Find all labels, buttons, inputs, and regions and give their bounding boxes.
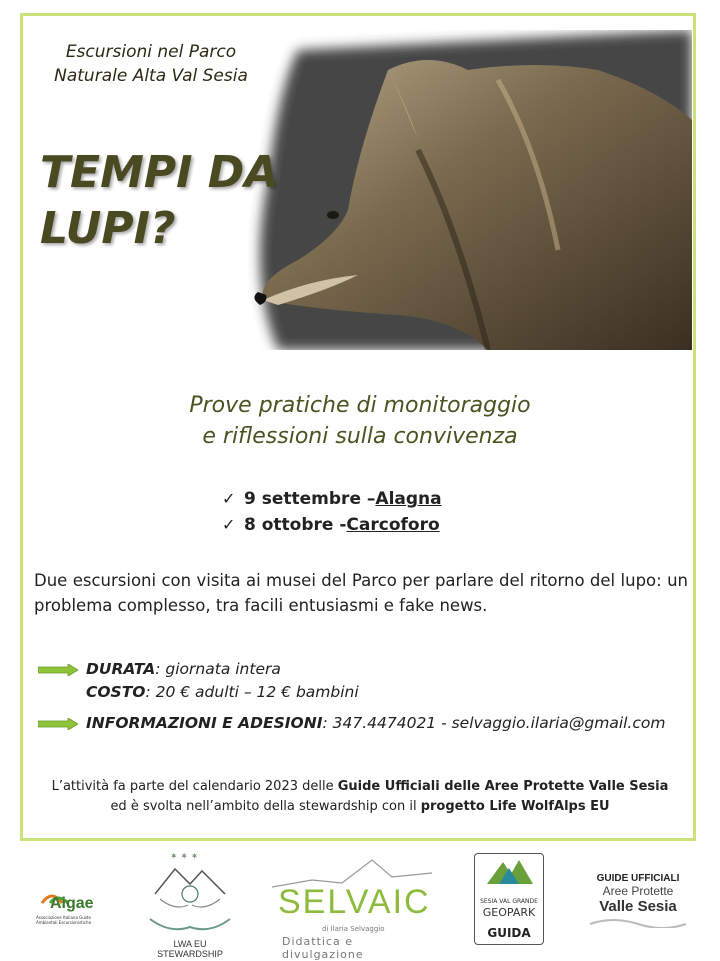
date-text: 8 ottobre -: [244, 515, 347, 535]
footer-line-1-text: L’attività fa parte del calendario 2023 delle: [51, 779, 338, 794]
wolf-photo: [238, 30, 692, 350]
footer-note: [30, 777, 690, 817]
checkmark-icon: ✓: [222, 489, 236, 508]
subtitle-line-1: Escursioni nel Parco: [65, 42, 237, 62]
contact-label: INFORMAZIONI E ADESIONI: [86, 714, 323, 732]
dates-list: [222, 486, 442, 538]
poster-headline: [40, 145, 278, 257]
date-item: [222, 486, 442, 512]
selvaic-byline: di Ilaria Selvaggio: [322, 925, 385, 933]
event-info: [38, 658, 665, 735]
footer-line-2-text: ed è svolta nell’ambito della stewardship con il: [110, 799, 421, 814]
footer-line-1: [30, 777, 690, 797]
svg-text:✶ ✶ ✶: ✶ ✶ ✶: [170, 852, 199, 862]
footer-line-1-bold: Guide Ufficiali delle Aree Protette Valle Sesia: [337, 779, 669, 794]
guide-line-3: Valle Sesia: [599, 898, 677, 915]
costo-label: COSTO: [86, 683, 146, 701]
aigae-subtitle: Associazione Italiana Guide Ambientali Escursionistiche: [36, 915, 92, 925]
geopark-guida: GUIDA: [487, 926, 531, 940]
event-tagline: [150, 390, 570, 452]
aigae-name: Aigae: [50, 895, 94, 912]
durata-value: : giornata intera: [155, 660, 281, 678]
costo-value: : 20 € adulti – 12 € bambini: [145, 683, 359, 701]
lwa-label: LWA EU STEWARDSHIP: [157, 939, 223, 959]
event-subtitle: [36, 40, 266, 88]
checkmark-icon: ✓: [222, 515, 236, 534]
date-text: 9 settembre –: [244, 489, 376, 509]
geopark-top: SESIA VAL GRANDE: [480, 898, 538, 905]
aigae-logo: [36, 885, 100, 925]
footer-line-2: [30, 797, 690, 817]
subtitle-line-2: Naturale Alta Val Sesia: [54, 66, 248, 86]
arrow-right-icon: [38, 718, 78, 730]
geopark-name: GEOPARK: [482, 906, 536, 919]
selvaic-name: SELVAIC: [278, 883, 431, 921]
wave-icon: [588, 916, 688, 928]
contact-value: : 347.4474021 - selvaggio.ilaria@gmail.com: [322, 714, 666, 732]
guide-line-1: GUIDE UFFICIALI: [596, 873, 680, 884]
guide-ufficiali-logo: [578, 873, 698, 943]
headline-line-1: TEMPI DA: [40, 147, 279, 198]
geopark-logo: [474, 853, 544, 945]
event-description: Due escursioni con visita ai musei del Parco per parlare del ritorno del lupo: un problema complesso, tra facili entusiasmi e fake news.: [34, 571, 688, 615]
selvaic-subtitle: Didattica e divulgazione: [282, 935, 364, 961]
hands-mountain-icon: [140, 849, 240, 939]
costo-row: [38, 681, 665, 704]
date-place: Alagna: [375, 489, 442, 509]
arrow-right-icon: [38, 664, 78, 676]
tagline-line-1: Prove pratiche di monitoraggio: [189, 393, 531, 418]
selvaic-logo: [272, 855, 432, 961]
guide-line-2: Aree Protette: [602, 884, 674, 898]
logos-bar: [0, 845, 720, 960]
durata-row: [38, 658, 665, 681]
footer-line-2-bold: progetto Life WolfAlps EU: [420, 799, 610, 814]
headline-line-2: LUPI?: [40, 203, 176, 254]
contact-row: [38, 712, 665, 735]
durata-label: DURATA: [86, 660, 156, 678]
tagline-line-2: e riflessioni sulla convivenza: [202, 424, 518, 449]
geopark-peaks-icon: [475, 854, 543, 890]
lwa-stewardship-logo: [140, 849, 240, 957]
date-item: [222, 512, 442, 538]
date-place: Carcoforo: [346, 515, 440, 535]
